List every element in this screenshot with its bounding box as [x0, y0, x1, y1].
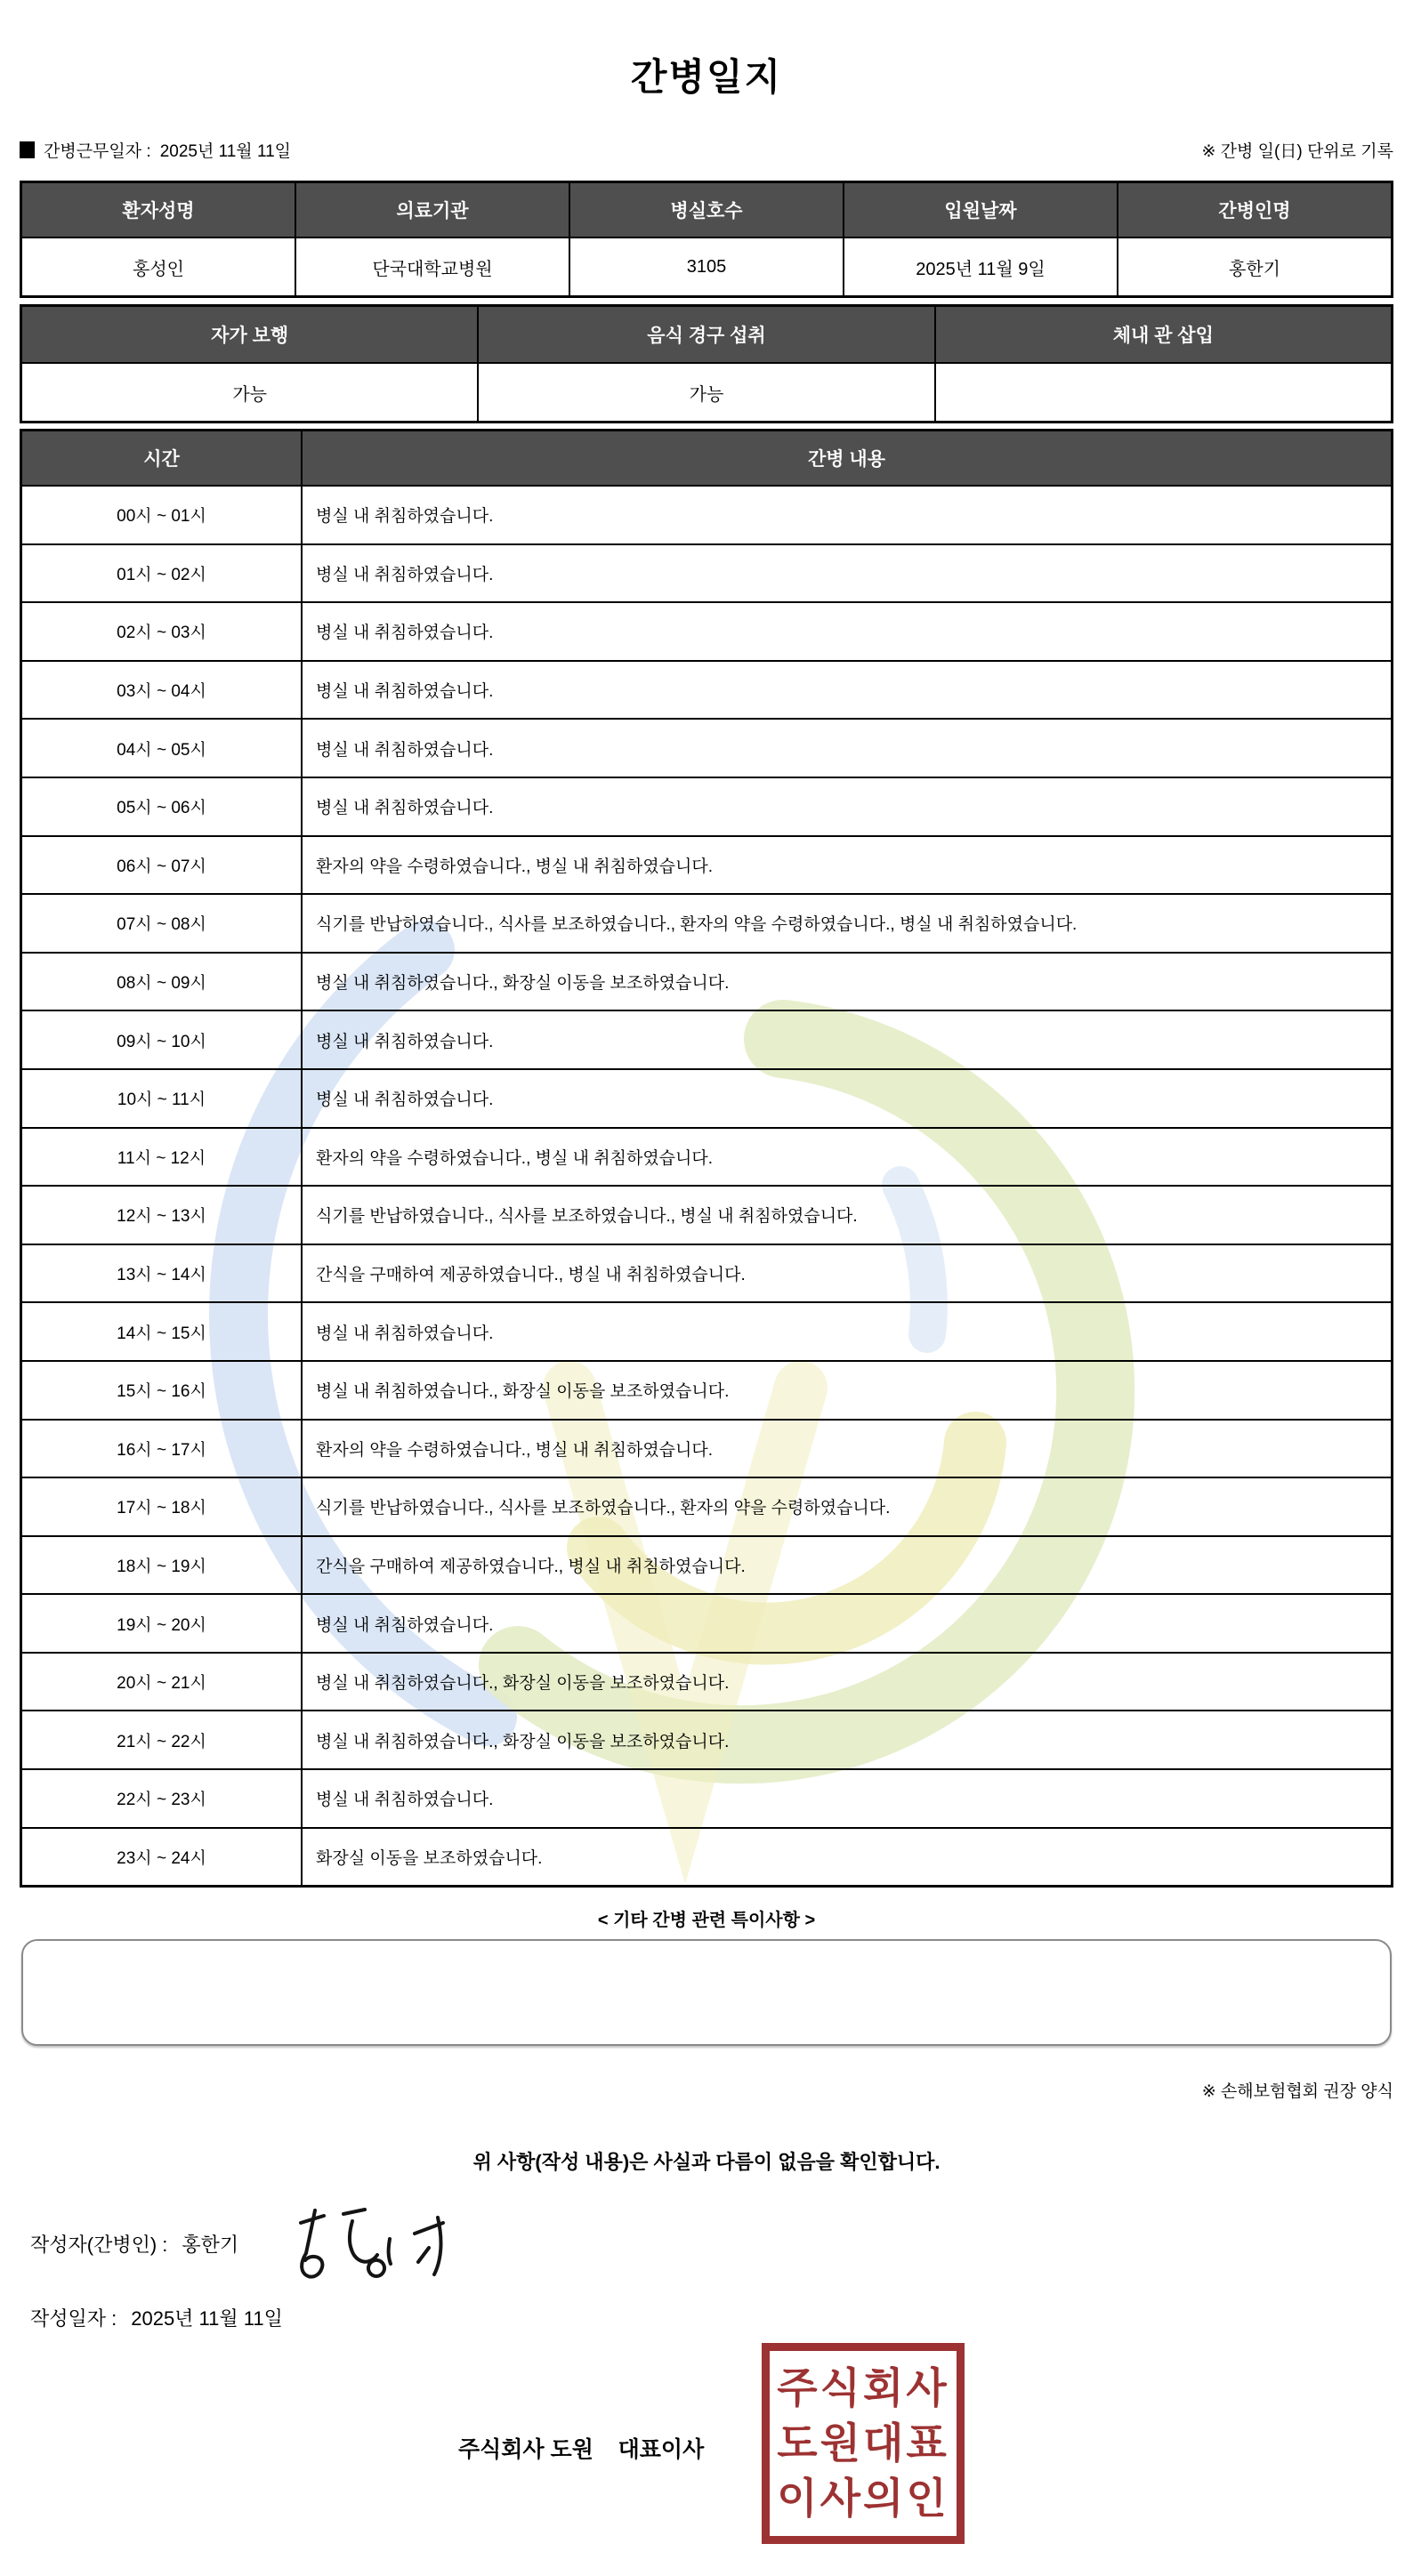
care-log-row	[21, 1069, 1392, 1128]
care-log-content-cell: 화장실 이동을 보조하였습니다.	[302, 1828, 1392, 1887]
patient-table-value-row	[21, 237, 1392, 296]
care-log-time-cell: 12시 ~ 13시	[21, 1186, 302, 1244]
care-log-time-cell: 21시 ~ 22시	[21, 1711, 302, 1769]
care-log-time-cell: 18시 ~ 19시	[21, 1536, 302, 1595]
care-log-content-cell: 병실 내 취침하였습니다.	[302, 661, 1392, 720]
patient-table-header-cell: 간병인명	[1118, 182, 1392, 237]
care-log-content-cell: 병실 내 취침하였습니다., 화장실 이동을 보조하였습니다.	[302, 953, 1392, 1011]
company-ceo-line: 주식회사 도원 대표이사	[458, 2437, 705, 2463]
condition-table-header-row	[21, 306, 1392, 363]
writer-row	[0, 2226, 1413, 2261]
care-log-row	[21, 661, 1392, 720]
care-log-row	[21, 1653, 1392, 1711]
page-title: 간병일지	[630, 56, 783, 98]
care-log-time-cell: 00시 ~ 01시	[21, 486, 302, 544]
care-log-row	[21, 1769, 1392, 1828]
care-log-time-header: 시간	[21, 431, 302, 486]
care-log-content-cell: 간식을 구매하여 제공하였습니다., 병실 내 취침하였습니다.	[302, 1244, 1392, 1303]
care-log-time-cell: 08시 ~ 09시	[21, 953, 302, 1011]
care-log-time-cell: 19시 ~ 20시	[21, 1594, 302, 1653]
care-log-time-cell: 20시 ~ 21시	[21, 1653, 302, 1711]
care-log-row	[21, 1010, 1392, 1069]
care-log-time-cell: 16시 ~ 17시	[21, 1420, 302, 1478]
care-log-row	[21, 836, 1392, 895]
care-log-row	[21, 1536, 1392, 1595]
care-log-row	[21, 894, 1392, 953]
writer-name: 홍한기	[182, 2233, 239, 2256]
patient-table-header-cell: 입원날짜	[844, 182, 1118, 237]
care-log-time-cell: 09시 ~ 10시	[21, 1010, 302, 1069]
care-log-header-row	[21, 431, 1392, 486]
care-log-content-cell: 병실 내 취침하였습니다.	[302, 719, 1392, 777]
care-log-time-cell: 03시 ~ 04시	[21, 661, 302, 720]
care-log-row	[21, 953, 1392, 1011]
care-log-content-cell: 병실 내 취침하였습니다.	[302, 1769, 1392, 1828]
patient-table-value-cell: 2025년 11월 9일	[844, 237, 1118, 296]
condition-table-value-cell: 가능	[478, 363, 934, 422]
patient-table-value-cell: 단국대학교병원	[295, 237, 569, 296]
care-log-content-cell: 환자의 약을 수령하였습니다., 병실 내 취침하였습니다.	[302, 1128, 1392, 1187]
care-log-content-header: 간병 내용	[302, 431, 1392, 486]
care-log-time-cell: 06시 ~ 07시	[21, 836, 302, 895]
care-log-time-cell: 11시 ~ 12시	[21, 1128, 302, 1187]
care-log-body	[21, 486, 1392, 1886]
care-log-table	[20, 429, 1393, 1888]
patient-table-value-cell: 3105	[569, 237, 844, 296]
care-log-row	[21, 1594, 1392, 1653]
condition-table-header-cell: 자가 보행	[21, 306, 478, 363]
care-log-row	[21, 544, 1392, 603]
care-log-time-cell: 23시 ~ 24시	[21, 1828, 302, 1887]
care-log-time-cell: 07시 ~ 08시	[21, 894, 302, 953]
care-log-row	[21, 1186, 1392, 1244]
work-date-label: 간병근무일자 :	[44, 141, 151, 161]
care-log-row	[21, 486, 1392, 544]
care-log-content-cell: 병실 내 취침하였습니다.	[302, 1010, 1392, 1069]
care-log-time-cell: 05시 ~ 06시	[21, 777, 302, 836]
care-log-content-cell: 병실 내 취침하였습니다.	[302, 544, 1392, 603]
patient-table-header-cell: 의료기관	[295, 182, 569, 237]
corporate-seal-line: 도원대표	[777, 2419, 949, 2467]
condition-table-value-cell: 가능	[21, 363, 478, 422]
care-log-time-cell: 15시 ~ 16시	[21, 1361, 302, 1420]
care-log-content-cell: 병실 내 취침하였습니다., 화장실 이동을 보조하였습니다.	[302, 1361, 1392, 1420]
care-log-row	[21, 1361, 1392, 1420]
care-log-time-cell: 13시 ~ 14시	[21, 1244, 302, 1303]
care-log-content-cell: 병실 내 취침하였습니다.	[302, 1594, 1392, 1653]
corporate-seal-stamp	[762, 2343, 965, 2544]
patient-table-value-cell: 홍한기	[1118, 237, 1392, 296]
work-date-value: 2025년 11월 11일	[159, 141, 292, 161]
care-log-row	[21, 1477, 1392, 1536]
care-log-content-cell: 환자의 약을 수령하였습니다., 병실 내 취침하였습니다.	[302, 1420, 1392, 1478]
patient-table-header-row	[21, 182, 1392, 237]
care-log-row	[21, 1420, 1392, 1478]
care-log-content-cell: 식기를 반납하였습니다., 식사를 보조하였습니다., 병실 내 취침하였습니다.	[302, 1186, 1392, 1244]
patient-table-header-cell: 환자성명	[21, 182, 295, 237]
black-square-bullet-icon	[20, 141, 35, 158]
care-log-row	[21, 1302, 1392, 1361]
meta-line	[0, 139, 1413, 160]
corporate-seal-line: 주식회사	[777, 2364, 949, 2412]
care-log-content-cell: 병실 내 취침하였습니다., 화장실 이동을 보조하였습니다.	[302, 1711, 1392, 1769]
condition-table-value-row	[21, 363, 1392, 422]
care-log-row	[21, 1244, 1392, 1303]
special-notes-title: < 기타 간병 관련 특이사항 >	[597, 1911, 816, 1931]
care-log-time-cell: 22시 ~ 23시	[21, 1769, 302, 1828]
condition-table-header-cell: 음식 경구 섭취	[478, 306, 934, 363]
care-log-time-cell: 04시 ~ 05시	[21, 719, 302, 777]
care-log-time-cell: 10시 ~ 11시	[21, 1069, 302, 1128]
patient-table-header-cell: 병실호수	[569, 182, 844, 237]
care-log-content-cell: 병실 내 취침하였습니다.	[302, 777, 1392, 836]
patient-table-value-cell: 홍성인	[21, 237, 295, 296]
care-log-time-cell: 01시 ~ 02시	[21, 544, 302, 603]
care-log-row	[21, 777, 1392, 836]
patient-info-table	[20, 181, 1393, 298]
care-log-row	[21, 719, 1392, 777]
care-log-time-cell: 02시 ~ 03시	[21, 602, 302, 661]
care-log-content-cell: 간식을 구매하여 제공하였습니다., 병실 내 취침하였습니다.	[302, 1536, 1392, 1595]
condition-table-header-cell: 체내 관 삽입	[935, 306, 1392, 363]
care-log-content-cell: 병실 내 취침하였습니다., 화장실 이동을 보조하였습니다.	[302, 1653, 1392, 1711]
care-log-content-cell: 병실 내 취침하였습니다.	[302, 1302, 1392, 1361]
writer-label: 작성자(간병인) :	[30, 2233, 168, 2256]
seal-area	[0, 2343, 1413, 2565]
written-date-row	[0, 2306, 1413, 2329]
care-log-row	[21, 602, 1392, 661]
care-log-content-cell: 병실 내 취침하였습니다.	[302, 486, 1392, 544]
care-log-content-cell: 병실 내 취침하였습니다.	[302, 602, 1392, 661]
corporate-seal-line: 이사의인	[777, 2475, 949, 2523]
care-log-time-cell: 14시 ~ 15시	[21, 1302, 302, 1361]
condition-table	[20, 304, 1393, 423]
handwritten-signature	[265, 2193, 461, 2299]
care-log-content-cell: 식기를 반납하였습니다., 식사를 보조하였습니다., 환자의 약을 수령하였습니다.	[302, 1477, 1392, 1536]
care-log-content-cell: 식기를 반납하였습니다., 식사를 보조하였습니다., 환자의 약을 수령하였습니다., 병실 내 취침하였습니다.	[302, 894, 1392, 953]
care-log-content-cell: 환자의 약을 수령하였습니다., 병실 내 취침하였습니다.	[302, 836, 1392, 895]
written-date-value: 2025년 11월 11일	[131, 2306, 283, 2330]
condition-table-value-cell	[935, 363, 1392, 422]
care-log-row	[21, 1828, 1392, 1887]
care-log-row	[21, 1128, 1392, 1187]
confirmation-statement: 위 사항(작성 내용)은 사실과 다름이 없음을 확인합니다.	[472, 2151, 941, 2174]
care-log-row	[21, 1711, 1392, 1769]
written-date-label: 작성일자 :	[30, 2306, 117, 2330]
unit-note: ※ 간병 일(日) 단위로 기록	[1201, 141, 1393, 161]
care-log-time-cell: 17시 ~ 18시	[21, 1477, 302, 1536]
insurance-form-note: ※ 손해보험협회 권장 양식	[1201, 2082, 1393, 2102]
care-log-content-cell: 병실 내 취침하였습니다.	[302, 1069, 1392, 1128]
special-notes-box	[21, 1939, 1392, 2046]
